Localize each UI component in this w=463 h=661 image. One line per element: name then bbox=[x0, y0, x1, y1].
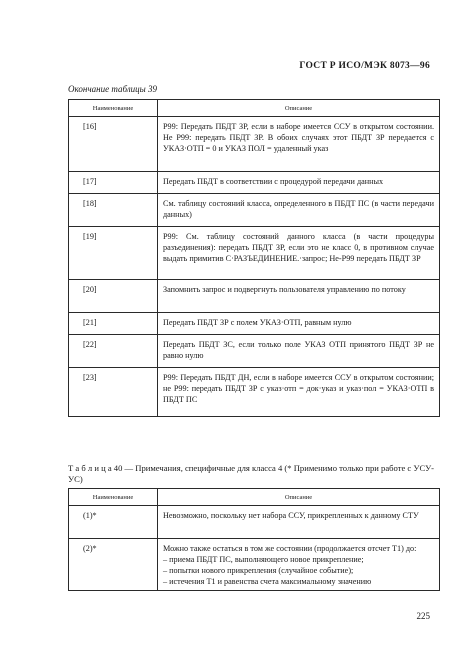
row-description: Передать ПБДТ ЗС, если только поле УКАЗ ОТП принятого ПБДТ ЗР не равно нулю bbox=[158, 335, 440, 368]
table-39 bbox=[68, 99, 440, 417]
page-number: 225 bbox=[416, 611, 430, 621]
column-header-name: Наименование bbox=[69, 100, 158, 117]
column-header-description: Описание bbox=[158, 100, 440, 117]
row-description: Передать ПБДТ в соответствии с процедурой передачи данных bbox=[158, 172, 440, 194]
row-code: [23] bbox=[69, 368, 158, 417]
table-39-caption: Окончание таблицы 39 bbox=[68, 84, 158, 94]
row-description: P99: См. таблицу состояний данного класса (в части процедуры разъединения): передать ПБДТ ЗР, если это не класс 0, в противном случае выдать примитив С·РАЗЪЕДИНЕНИЕ.·запрос; Не-P99 передать ПБДТ ЗР bbox=[158, 227, 440, 280]
row-description: Невозможно, поскольку нет набора ССУ, прикрепленных к данному СТУ bbox=[158, 506, 440, 539]
table-row bbox=[69, 117, 440, 172]
table-row bbox=[69, 280, 440, 313]
row-description: Запомнить запрос и подвергнуть пользователя управлению по потоку bbox=[158, 280, 440, 313]
row-list bbox=[163, 554, 434, 587]
list-item: – истечения T1 и равенства счета максимальному значению bbox=[163, 577, 372, 586]
row-description: Передать ПБДТ ЗР с полем УКАЗ·ОТП, равным нулю bbox=[158, 313, 440, 335]
row-code: [17] bbox=[69, 172, 158, 194]
list-item: – приема ПБДТ ПС, выполняющего новое прикрепление; bbox=[163, 555, 364, 564]
column-header-name: Наименование bbox=[69, 489, 158, 506]
table-row bbox=[69, 506, 440, 539]
row-description: См. таблицу состояний класса, определенного в ПБДТ ПС (в части передачи данных) bbox=[158, 194, 440, 227]
table-row bbox=[69, 313, 440, 335]
row-code: [19] bbox=[69, 227, 158, 280]
table-40 bbox=[68, 488, 440, 591]
row-intro: Можно также остаться в том же состоянии (продолжается отсчет T1) до: bbox=[163, 544, 417, 553]
row-description bbox=[158, 539, 440, 591]
list-item: – попытки нового прикрепления (случайное событие); bbox=[163, 566, 354, 575]
standard-header: ГОСТ Р ИСО/МЭК 8073—96 bbox=[299, 61, 430, 71]
table-40-caption: Т а б л и ц а 40 — Примечания, специфичные для класса 4 (* Применимо только при работе с УСУ-УС) bbox=[68, 463, 435, 484]
table-row bbox=[69, 368, 440, 417]
table-row bbox=[69, 194, 440, 227]
row-code: [21] bbox=[69, 313, 158, 335]
table-row bbox=[69, 227, 440, 280]
row-code: [16] bbox=[69, 117, 158, 172]
table-row bbox=[69, 172, 440, 194]
row-code: [18] bbox=[69, 194, 158, 227]
table-row bbox=[69, 539, 440, 591]
column-header-description: Описание bbox=[158, 489, 440, 506]
row-code: [22] bbox=[69, 335, 158, 368]
row-code: (2)* bbox=[69, 539, 158, 591]
table-row bbox=[69, 335, 440, 368]
row-code: [20] bbox=[69, 280, 158, 313]
row-description: P99: Передать ПБДТ ДН, если в наборе имеется ССУ в открытом состоянии; не P99: передать ПБДТ ЗР с указ·отп = док·указ и указ·пол = УКАЗ·ОТП в ПБДТ ПС bbox=[158, 368, 440, 417]
row-description: P99: Передать ПБДТ ЗР, если в наборе имеется ССУ в открытом состоянии. Не P99: передать ПБДТ ЗР. В обоих случаях этот ПБДТ ЗР передается с УКАЗ·ОТП = 0 и УКАЗ ПОЛ = удаленный указ bbox=[158, 117, 440, 172]
row-code: (1)* bbox=[69, 506, 158, 539]
